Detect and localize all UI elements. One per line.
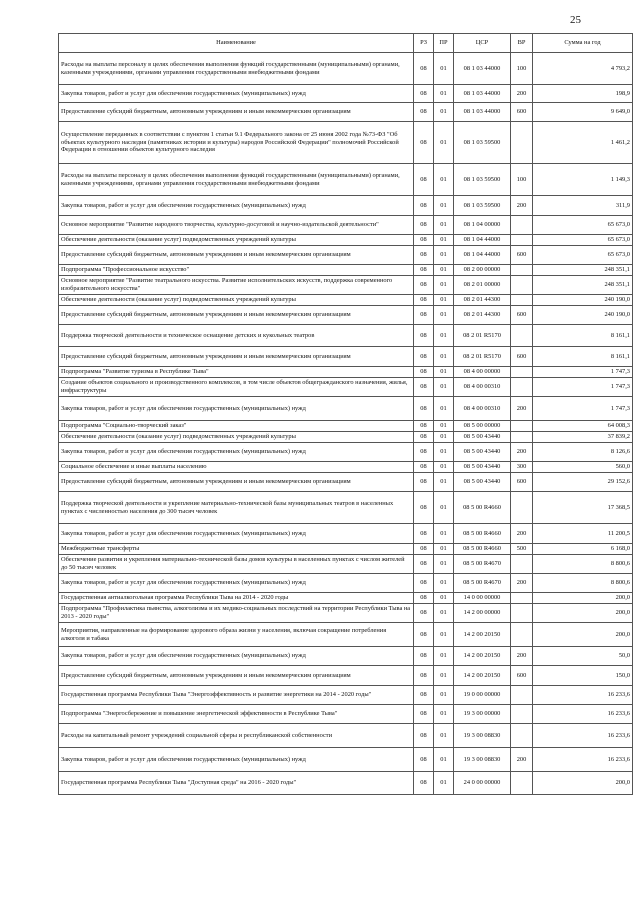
cell-name: Подпрограмма "Социально-творческий заказ" — [59, 421, 414, 432]
cell-vr: 600 — [511, 246, 533, 265]
cell-rz: 08 — [414, 367, 434, 378]
cell-sum: 65 673,0 — [533, 216, 633, 235]
cell-name: Обеспечение развития и укрепления материально-технической базы домов культуры в населенных пунктах с числом жителей до 50 тысяч человек — [59, 555, 414, 574]
cell-rz: 08 — [414, 103, 434, 122]
cell-sum: 8 800,6 — [533, 574, 633, 593]
cell-csr: 08 5 00 43440 — [454, 443, 511, 462]
cell-csr: 08 2 01 44300 — [454, 295, 511, 306]
cell-name: Поддержка творческой деятельности и техническое оснащение детских и кукольных театров — [59, 325, 414, 347]
cell-rz: 08 — [414, 122, 434, 164]
cell-pr: 01 — [434, 367, 454, 378]
cell-rz: 08 — [414, 276, 434, 295]
budget-table — [58, 33, 633, 795]
page-number: 25 — [570, 14, 581, 26]
table-row — [59, 295, 633, 306]
cell-rz: 08 — [414, 623, 434, 647]
cell-pr: 01 — [434, 53, 454, 85]
cell-vr: 200 — [511, 524, 533, 544]
cell-vr: 200 — [511, 397, 533, 421]
table-row — [59, 216, 633, 235]
table-row — [59, 544, 633, 555]
cell-sum: 240 190,0 — [533, 306, 633, 325]
cell-sum: 29 152,6 — [533, 473, 633, 492]
cell-vr — [511, 492, 533, 524]
cell-pr: 01 — [434, 378, 454, 397]
cell-name: Государственная программа Республики Тыва "Энергоэффективность и развитие энергетики на 2014 - 2020 годы" — [59, 686, 414, 705]
cell-csr: 08 1 03 44000 — [454, 103, 511, 122]
table-row — [59, 555, 633, 574]
cell-csr: 08 2 01 00000 — [454, 276, 511, 295]
table-row — [59, 647, 633, 666]
cell-csr: 19 3 00 08830 — [454, 724, 511, 748]
cell-vr — [511, 325, 533, 347]
cell-name: Расходы на капитальный ремонт учреждений социальной сферы и республиканской собственности — [59, 724, 414, 748]
cell-rz: 08 — [414, 306, 434, 325]
cell-pr: 01 — [434, 544, 454, 555]
cell-vr: 200 — [511, 748, 533, 772]
cell-pr: 01 — [434, 265, 454, 276]
cell-pr: 01 — [434, 555, 454, 574]
cell-pr: 01 — [434, 492, 454, 524]
table-body — [59, 53, 633, 795]
table-row — [59, 686, 633, 705]
cell-vr: 200 — [511, 443, 533, 462]
cell-rz: 08 — [414, 85, 434, 103]
cell-sum: 65 673,0 — [533, 235, 633, 246]
cell-vr: 100 — [511, 164, 533, 196]
cell-name: Закупка товаров, работ и услуг для обеспечения государственных (муниципальных) нужд — [59, 574, 414, 593]
cell-rz: 08 — [414, 196, 434, 216]
table-row — [59, 347, 633, 367]
cell-name: Закупка товаров, работ и услуг для обеспечения государственных (муниципальных) нужд — [59, 524, 414, 544]
cell-sum: 4 793,2 — [533, 53, 633, 85]
cell-pr: 01 — [434, 421, 454, 432]
cell-pr: 01 — [434, 748, 454, 772]
cell-name: Мероприятия, направленные на формирование здорового образа жизни у населения, включая сокращение потребления алкоголя и табака — [59, 623, 414, 647]
cell-csr: 19 3 00 08830 — [454, 748, 511, 772]
table-row — [59, 378, 633, 397]
cell-pr: 01 — [434, 306, 454, 325]
cell-vr: 200 — [511, 85, 533, 103]
cell-pr: 01 — [434, 295, 454, 306]
table-row — [59, 724, 633, 748]
cell-pr: 01 — [434, 85, 454, 103]
table-row — [59, 276, 633, 295]
cell-vr — [511, 265, 533, 276]
cell-rz: 08 — [414, 265, 434, 276]
cell-sum: 8 800,6 — [533, 555, 633, 574]
cell-vr: 500 — [511, 544, 533, 555]
cell-name: Закупка товаров, работ и услуг для обеспечения государственных (муниципальных) нужд — [59, 397, 414, 421]
table-row — [59, 748, 633, 772]
cell-pr: 01 — [434, 473, 454, 492]
cell-pr: 01 — [434, 196, 454, 216]
cell-name: Расходы на выплаты персоналу в целях обеспечения выполнения функций государственными (муниципальными) органами, казенными учреждениями, органами управления государственными внебюджетными фондами — [59, 53, 414, 85]
cell-csr: 08 2 01 44300 — [454, 306, 511, 325]
cell-name: Предоставление субсидий бюджетным, автономным учреждениям и иным некоммерческим организациям — [59, 103, 414, 122]
cell-pr: 01 — [434, 724, 454, 748]
table-row — [59, 705, 633, 724]
cell-sum: 9 649,0 — [533, 103, 633, 122]
table-row — [59, 604, 633, 623]
table-row — [59, 235, 633, 246]
cell-vr — [511, 724, 533, 748]
cell-pr: 01 — [434, 686, 454, 705]
table-row — [59, 421, 633, 432]
header-sum: Сумма на год — [533, 34, 633, 53]
cell-vr: 200 — [511, 647, 533, 666]
cell-sum: 11 200,5 — [533, 524, 633, 544]
cell-rz: 08 — [414, 574, 434, 593]
cell-name: Предоставление субсидий бюджетным, автономным учреждениям и иным некоммерческим организациям — [59, 473, 414, 492]
table-row — [59, 103, 633, 122]
cell-sum: 37 839,2 — [533, 432, 633, 443]
cell-name: Предоставление субсидий бюджетным, автономным учреждениям и иным некоммерческим организациям — [59, 246, 414, 265]
cell-rz: 08 — [414, 647, 434, 666]
cell-name: Государственная программа Республики Тыва "Доступная среда" на 2016 - 2020 годы" — [59, 772, 414, 795]
header-csr: ЦСР — [454, 34, 511, 53]
cell-vr: 600 — [511, 666, 533, 686]
cell-vr — [511, 421, 533, 432]
cell-pr: 01 — [434, 347, 454, 367]
table-row — [59, 122, 633, 164]
cell-pr: 01 — [434, 772, 454, 795]
cell-sum: 16 233,6 — [533, 748, 633, 772]
cell-csr: 19 0 00 00000 — [454, 686, 511, 705]
cell-vr — [511, 432, 533, 443]
cell-name: Подпрограмма "Профессиональное искусство" — [59, 265, 414, 276]
cell-csr: 08 4 00 00310 — [454, 397, 511, 421]
cell-rz: 08 — [414, 544, 434, 555]
header-vr: ВР — [511, 34, 533, 53]
cell-name: Закупка товаров, работ и услуг для обеспечения государственных (муниципальных) нужд — [59, 748, 414, 772]
cell-sum: 17 368,5 — [533, 492, 633, 524]
cell-vr — [511, 367, 533, 378]
cell-name: Подпрограмма "Профилактика пьянства, алкоголизма и их медико-социальных последствий на территории Республики Тыва на 2013 - 2020 годы" — [59, 604, 414, 623]
cell-pr: 01 — [434, 647, 454, 666]
cell-csr: 08 2 01 R5170 — [454, 325, 511, 347]
cell-csr: 08 5 00 00000 — [454, 421, 511, 432]
table-row — [59, 772, 633, 795]
cell-name: Поддержка творческой деятельности и укрепление материально-технической базы муниципальных театров в населенных пунктах с численностью населения до 300 тысяч человек — [59, 492, 414, 524]
cell-sum: 1 747,3 — [533, 397, 633, 421]
cell-name: Предоставление субсидий бюджетным, автономным учреждениям и иным некоммерческим организациям — [59, 306, 414, 325]
cell-csr: 08 2 00 00000 — [454, 265, 511, 276]
cell-pr: 01 — [434, 246, 454, 265]
cell-csr: 08 1 03 59500 — [454, 196, 511, 216]
cell-pr: 01 — [434, 103, 454, 122]
cell-name: Закупка товаров, работ и услуг для обеспечения государственных (муниципальных) нужд — [59, 196, 414, 216]
cell-csr: 08 5 00 43440 — [454, 462, 511, 473]
table-row — [59, 196, 633, 216]
cell-name: Основное мероприятие "Развитие театрального искусства. Развитие исполнительских искусств, поддержка современного изобразительного искусства" — [59, 276, 414, 295]
table-row — [59, 367, 633, 378]
cell-vr — [511, 623, 533, 647]
cell-rz: 08 — [414, 53, 434, 85]
table-row — [59, 432, 633, 443]
cell-csr: 08 1 03 59500 — [454, 164, 511, 196]
cell-sum: 1 747,3 — [533, 378, 633, 397]
cell-vr — [511, 686, 533, 705]
cell-name: Закупка товаров, работ и услуг для обеспечения государственных (муниципальных) нужд — [59, 647, 414, 666]
cell-name: Предоставление субсидий бюджетным, автономным учреждениям и иным некоммерческим организациям — [59, 666, 414, 686]
table-row — [59, 325, 633, 347]
cell-csr: 08 1 04 44000 — [454, 235, 511, 246]
cell-sum: 65 673,0 — [533, 246, 633, 265]
cell-csr: 24 0 00 00000 — [454, 772, 511, 795]
cell-csr: 08 2 01 R5170 — [454, 347, 511, 367]
cell-sum: 240 190,0 — [533, 295, 633, 306]
cell-csr: 14 0 00 00000 — [454, 593, 511, 604]
cell-sum: 248 351,1 — [533, 265, 633, 276]
cell-sum: 6 168,0 — [533, 544, 633, 555]
cell-csr: 08 1 04 44000 — [454, 246, 511, 265]
cell-csr: 08 4 00 00310 — [454, 378, 511, 397]
cell-rz: 08 — [414, 325, 434, 347]
cell-csr: 14 2 00 20150 — [454, 623, 511, 647]
cell-name: Расходы на выплаты персоналу в целях обеспечения выполнения функций государственными (муниципальными) органами, казенными учреждениями, органами управления государственными внебюджетными фондами — [59, 164, 414, 196]
cell-name: Подпрограмма "Энергосбережение и повышение энергетической эффективности в Республике Тыва" — [59, 705, 414, 724]
cell-rz: 08 — [414, 432, 434, 443]
cell-rz: 08 — [414, 295, 434, 306]
cell-csr: 08 5 00 R4660 — [454, 524, 511, 544]
cell-rz: 08 — [414, 524, 434, 544]
cell-pr: 01 — [434, 593, 454, 604]
cell-vr — [511, 276, 533, 295]
cell-rz: 08 — [414, 235, 434, 246]
cell-name: Социальное обеспечение и иные выплаты населению — [59, 462, 414, 473]
table-row — [59, 85, 633, 103]
cell-pr: 01 — [434, 462, 454, 473]
cell-vr — [511, 216, 533, 235]
table-row — [59, 306, 633, 325]
cell-name: Обеспечение деятельности (оказание услуг) подведомственных учреждений культуры — [59, 295, 414, 306]
cell-vr — [511, 555, 533, 574]
cell-csr: 08 5 00 43440 — [454, 432, 511, 443]
cell-csr: 14 2 00 20150 — [454, 666, 511, 686]
cell-rz: 08 — [414, 724, 434, 748]
cell-sum: 311,9 — [533, 196, 633, 216]
cell-name: Подпрограмма "Развитие туризма в Республике Тыва" — [59, 367, 414, 378]
cell-pr: 01 — [434, 325, 454, 347]
cell-sum: 150,0 — [533, 666, 633, 686]
cell-csr: 08 4 00 00000 — [454, 367, 511, 378]
cell-rz: 08 — [414, 246, 434, 265]
cell-rz: 08 — [414, 216, 434, 235]
cell-csr: 08 1 03 59500 — [454, 122, 511, 164]
cell-vr: 200 — [511, 196, 533, 216]
cell-pr: 01 — [434, 443, 454, 462]
cell-csr: 08 1 03 44000 — [454, 85, 511, 103]
cell-sum: 198,9 — [533, 85, 633, 103]
cell-csr: 08 5 00 43440 — [454, 473, 511, 492]
cell-sum: 50,0 — [533, 647, 633, 666]
cell-vr — [511, 235, 533, 246]
cell-rz: 08 — [414, 666, 434, 686]
cell-rz: 08 — [414, 772, 434, 795]
cell-csr: 08 5 00 R4670 — [454, 574, 511, 593]
cell-sum: 8 161,1 — [533, 325, 633, 347]
cell-pr: 01 — [434, 276, 454, 295]
cell-sum: 200,0 — [533, 604, 633, 623]
cell-rz: 08 — [414, 462, 434, 473]
table-row — [59, 623, 633, 647]
cell-sum: 560,0 — [533, 462, 633, 473]
cell-pr: 01 — [434, 524, 454, 544]
cell-sum: 16 233,6 — [533, 705, 633, 724]
cell-sum: 1 747,3 — [533, 367, 633, 378]
cell-csr: 14 2 00 00000 — [454, 604, 511, 623]
cell-sum: 16 233,6 — [533, 724, 633, 748]
cell-name: Межбюджетные трансферты — [59, 544, 414, 555]
cell-pr: 01 — [434, 574, 454, 593]
table-row — [59, 443, 633, 462]
cell-csr: 08 1 04 00000 — [454, 216, 511, 235]
cell-name: Закупка товаров, работ и услуг для обеспечения государственных (муниципальных) нужд — [59, 85, 414, 103]
cell-csr: 08 1 03 44000 — [454, 53, 511, 85]
cell-sum: 1 149,3 — [533, 164, 633, 196]
table-row — [59, 397, 633, 421]
cell-pr: 01 — [434, 235, 454, 246]
cell-name: Обеспечение деятельности (оказание услуг) подведомственных учреждений культуры — [59, 235, 414, 246]
cell-name: Государственная антиалкогольная программа Республики Тыва на 2014 - 2020 годы — [59, 593, 414, 604]
cell-pr: 01 — [434, 397, 454, 421]
table-row — [59, 524, 633, 544]
cell-rz: 08 — [414, 347, 434, 367]
cell-sum: 64 008,3 — [533, 421, 633, 432]
cell-pr: 01 — [434, 122, 454, 164]
cell-csr: 08 5 00 R4660 — [454, 492, 511, 524]
header-pr: ПР — [434, 34, 454, 53]
cell-rz: 08 — [414, 473, 434, 492]
cell-name: Закупка товаров, работ и услуг для обеспечения государственных (муниципальных) нужд — [59, 443, 414, 462]
header-name: Наименование — [59, 34, 414, 53]
cell-sum: 200,0 — [533, 593, 633, 604]
cell-rz: 08 — [414, 421, 434, 432]
cell-name: Предоставление субсидий бюджетным, автономным учреждениям и иным некоммерческим организациям — [59, 347, 414, 367]
table-row — [59, 462, 633, 473]
cell-vr — [511, 122, 533, 164]
header-rz: РЗ — [414, 34, 434, 53]
cell-vr: 600 — [511, 473, 533, 492]
cell-pr: 01 — [434, 164, 454, 196]
cell-sum: 8 126,6 — [533, 443, 633, 462]
cell-rz: 08 — [414, 705, 434, 724]
cell-rz: 08 — [414, 555, 434, 574]
cell-rz: 08 — [414, 686, 434, 705]
table-row — [59, 666, 633, 686]
cell-sum: 200,0 — [533, 772, 633, 795]
cell-csr: 19 3 00 00000 — [454, 705, 511, 724]
table-row — [59, 473, 633, 492]
cell-rz: 08 — [414, 164, 434, 196]
cell-vr: 300 — [511, 462, 533, 473]
cell-rz: 08 — [414, 748, 434, 772]
cell-pr: 01 — [434, 623, 454, 647]
cell-name: Основное мероприятие "Развитие народного творчества, культурно-досуговой и научно-издательской деятельности" — [59, 216, 414, 235]
cell-name: Создание объектов социального и производственного комплексов, в том числе объектов общегражданского назначения, жилья, инфраструктуры — [59, 378, 414, 397]
cell-sum: 8 161,1 — [533, 347, 633, 367]
cell-vr — [511, 604, 533, 623]
cell-csr: 14 2 00 20150 — [454, 647, 511, 666]
cell-pr: 01 — [434, 705, 454, 724]
cell-rz: 08 — [414, 443, 434, 462]
cell-sum: 1 461,2 — [533, 122, 633, 164]
cell-csr: 08 5 00 R4670 — [454, 555, 511, 574]
table-row — [59, 53, 633, 85]
cell-rz: 08 — [414, 378, 434, 397]
cell-pr: 01 — [434, 666, 454, 686]
cell-rz: 08 — [414, 604, 434, 623]
cell-sum: 248 351,1 — [533, 276, 633, 295]
cell-sum: 200,0 — [533, 623, 633, 647]
cell-pr: 01 — [434, 432, 454, 443]
cell-name: Осуществление переданных в соответствии с пунктом 1 статьи 9.1 Федерального закона от 25 июня 2002 года №73-ФЗ "Об объектах культурного наследия (памятниках истории и культуры) народов Российской Федерации" полномочий Российской Федерации в отношении объектов культурного наследия — [59, 122, 414, 164]
cell-name: Обеспечение деятельности (оказание услуг) подведомственных учреждений культуры — [59, 432, 414, 443]
cell-vr — [511, 593, 533, 604]
cell-csr: 08 5 00 R4660 — [454, 544, 511, 555]
table-row — [59, 246, 633, 265]
cell-rz: 08 — [414, 397, 434, 421]
cell-pr: 01 — [434, 604, 454, 623]
cell-vr — [511, 705, 533, 724]
cell-vr — [511, 772, 533, 795]
cell-sum: 16 233,6 — [533, 686, 633, 705]
cell-vr: 100 — [511, 53, 533, 85]
cell-vr — [511, 378, 533, 397]
cell-vr: 600 — [511, 103, 533, 122]
cell-vr: 600 — [511, 306, 533, 325]
cell-vr: 600 — [511, 347, 533, 367]
cell-vr — [511, 295, 533, 306]
cell-rz: 08 — [414, 593, 434, 604]
table-row — [59, 593, 633, 604]
table-header-row — [59, 34, 633, 53]
cell-vr: 200 — [511, 574, 533, 593]
table-row — [59, 265, 633, 276]
table-row — [59, 492, 633, 524]
cell-pr: 01 — [434, 216, 454, 235]
cell-rz: 08 — [414, 492, 434, 524]
table-row — [59, 164, 633, 196]
table-row — [59, 574, 633, 593]
